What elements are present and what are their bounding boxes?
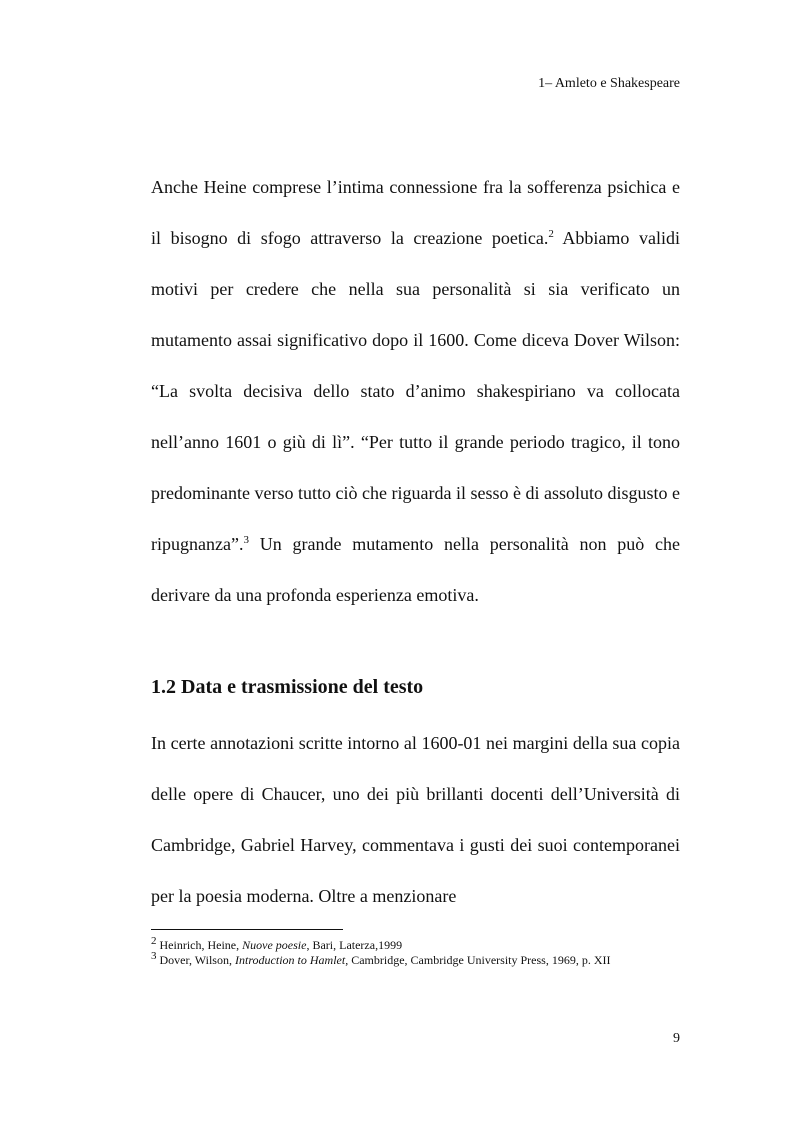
body-paragraph-1 [151, 162, 680, 621]
footnote-3-title: Introduction to Hamlet [234, 953, 346, 967]
paragraph-1-text-c: Un grande mutamento nella personalità non può che derivare da una profonda esperienza emotiva. [151, 534, 680, 605]
footnote-rule [151, 929, 343, 930]
body-paragraph-2: In certe annotazioni scritte intorno al 1600-01 nei margini della sua copia delle opere di Chaucer, uno dei più brillanti docenti dell’Università di Cambridge, Gabriel Harvey, commentava i gusti dei suoi contemporanei per la poesia moderna. Oltre a menzionare [151, 733, 680, 906]
footnote-2-post: , Bari, Laterza,1999 [306, 938, 403, 952]
footnote-3-post: , Cambridge, Cambridge University Press, 1969, p. XII [345, 953, 611, 967]
footnote-2-pre: Heinrich, Heine, [156, 938, 243, 952]
footnote-3-number: 3 [151, 950, 157, 962]
footnote-ref-2: 2 [548, 228, 554, 240]
paragraph-1-text-b: Abbiamo validi motivi per credere che nella sua personalità si sia verificato un mutamento assai significativo dopo il 1600. Come diceva Dover Wilson: “La svolta decisiva dello stato d’animo shakespiriano va collocata nell’anno 1601 o giù di lì”. “Per tutto il grande periodo tragico, il tono predominante verso tutto ciò che riguarda il sesso è di assoluto disgusto e ripugnanza”. [151, 228, 680, 554]
footnote-2 [151, 935, 711, 953]
footnote-2-number: 2 [151, 935, 157, 947]
running-header: 1– Amleto e Shakespeare [538, 76, 680, 91]
page-number: 9 [673, 1031, 680, 1046]
footnote-3-pre: Dover, Wilson, [156, 953, 235, 967]
section-heading: 1.2 Data e trasmissione del testo [151, 676, 424, 698]
footnote-2-title: Nuove poesie [242, 938, 307, 952]
paragraph-1-text-a: Anche Heine comprese l’intima connessione fra la sofferenza psichica e il bisogno di sfogo attraverso la creazione poetica. [151, 177, 680, 248]
footnotes [151, 935, 711, 968]
footnote-3 [151, 950, 711, 968]
footnote-ref-3: 3 [243, 534, 249, 546]
